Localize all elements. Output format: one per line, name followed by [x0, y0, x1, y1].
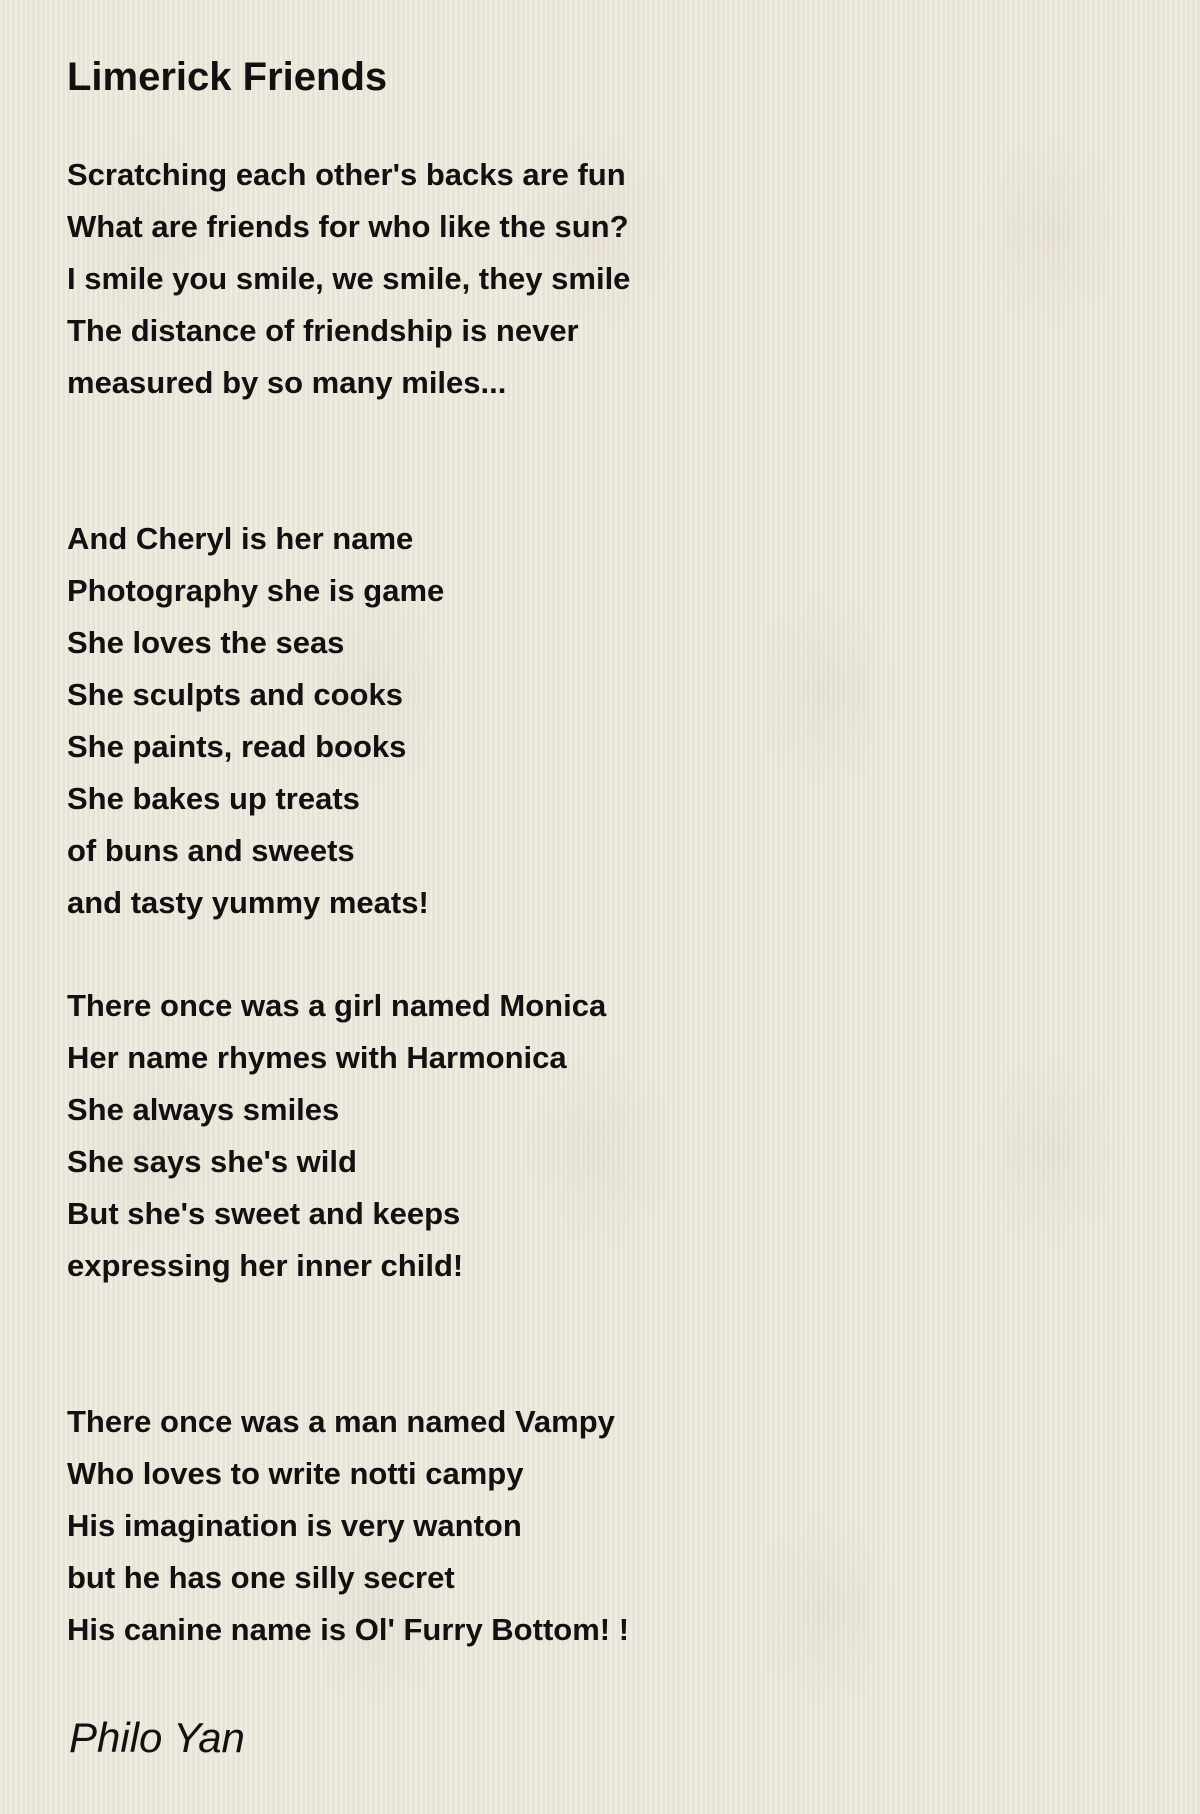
poem-line: measured by so many miles... — [67, 365, 507, 400]
poem-line: But she's sweet and keeps — [67, 1196, 461, 1231]
poem-author: Philo Yan — [69, 1714, 245, 1761]
poem-line: She sculpts and cooks — [67, 677, 403, 712]
poem-line: She always smiles — [67, 1092, 340, 1127]
poem-line: Photography she is game — [67, 573, 445, 608]
stanza-4 — [67, 1396, 629, 1656]
poem-line: and tasty yummy meats! — [67, 885, 429, 920]
poem-line: She says she's wild — [67, 1144, 357, 1179]
poem-line: Who loves to write notti campy — [67, 1456, 524, 1491]
poem-line: The distance of friendship is never — [67, 313, 579, 348]
poem-line: She bakes up treats — [67, 781, 360, 816]
poem-line: Her name rhymes with Harmonica — [67, 1040, 567, 1075]
poem-line: And Cheryl is her name — [67, 521, 414, 556]
poem-line: There once was a man named Vampy — [67, 1404, 615, 1439]
poem-line: What are friends for who like the sun? — [67, 209, 629, 244]
poem-line: She paints, read books — [67, 729, 407, 764]
poem-line: of buns and sweets — [67, 833, 355, 868]
stanza-3 — [67, 980, 606, 1292]
poem-line: expressing her inner child! — [67, 1248, 464, 1283]
poem-line: His imagination is very wanton — [67, 1508, 522, 1543]
poem-line: She loves the seas — [67, 625, 345, 660]
poem-line: but he has one silly secret — [67, 1560, 455, 1595]
stanza-2 — [67, 513, 444, 929]
stanza-1 — [67, 149, 630, 409]
poem-title: Limerick Friends — [67, 55, 388, 99]
poem-line: I smile you smile, we smile, they smile — [67, 261, 631, 296]
poem-line: Scratching each other's backs are fun — [67, 157, 626, 192]
poem-line: His canine name is Ol' Furry Bottom! ! — [67, 1612, 630, 1647]
poem-line: There once was a girl named Monica — [67, 988, 607, 1023]
